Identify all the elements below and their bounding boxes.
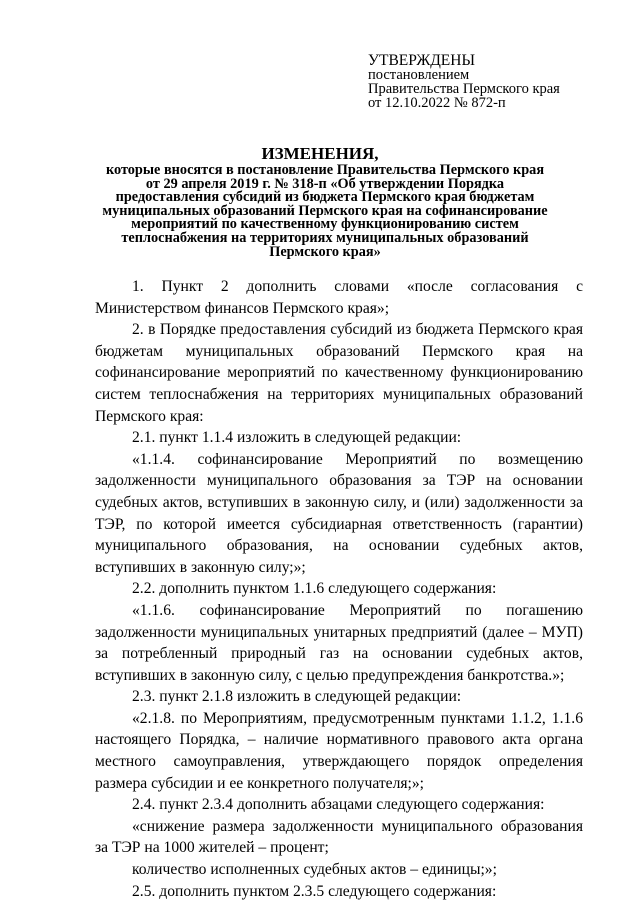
paragraph-quote-1-1-6: «1.1.6. софинансирование Мероприятий по погашению задолженности муниципальных унитарных предприятий (далее – МУП) за потребленный природный газ на основании судебных актов, вступивших в законную силу, с целью предупреждения банкротства.»; — [95, 601, 583, 684]
approval-stamp — [368, 54, 618, 110]
paragraph-quote-debt-reduction: «снижение размера задолженности муниципального образования за ТЭР на 1000 жителей – процент; — [95, 817, 583, 857]
paragraph-quote-court-acts: количество исполненных судебных актов – единицы;»; — [132, 861, 497, 879]
paragraph-item-2-2: 2.2. дополнить пунктом 1.1.6 следующего содержания: — [132, 580, 497, 598]
approval-line: постановлением — [368, 67, 470, 83]
paragraph-item-1: 1. Пункт 2 дополнить словами «после согласования с Министерством финансов Пермского края»; — [95, 278, 583, 317]
paragraph-item-2: 2. в Порядке предоставления субсидий из бюджета Пермского края бюджетам муниципальных образований Пермского края на софинансирование мероприятий по качественному функционированию систем теплоснабжения на территориях муниципальных образований Пермского края: — [95, 321, 583, 425]
approval-heading: УТВЕРЖДЕНЫ — [368, 52, 475, 69]
subtitle-line: предоставления субсидий из бюджета Пермского края бюджетам — [115, 189, 535, 206]
subtitle-line: от 29 апреля 2019 г. № 318-п «Об утверждении Порядка — [145, 175, 505, 192]
paragraph-item-2-5: 2.5. дополнить пунктом 2.3.5 следующего содержания: — [132, 882, 497, 900]
paragraph-item-2-3: 2.3. пункт 2.1.8 изложить в следующей редакции: — [132, 688, 462, 706]
document-body — [95, 276, 583, 902]
subtitle-line: муниципальных образований Пермского края на софинансирование — [102, 202, 548, 219]
paragraph-item-2-1: 2.1. пункт 1.1.4 изложить в следующей редакции: — [132, 429, 462, 447]
paragraph-quote-2-1-8: «2.1.8. по Мероприятиям, предусмотренным пунктами 1.1.2, 1.1.6 настоящего Порядка, – наличие нормативного правового акта органа местного самоуправления, утверждающего порядок определения размера субсидии и ее конкретного получателя;»; — [95, 709, 583, 792]
document-title: ИЗМЕНЕНИЯ, — [261, 144, 379, 163]
approval-line: Правительства Пермского края — [368, 81, 560, 97]
subtitle-line: Пермского края» — [269, 243, 381, 260]
paragraph-item-2-4: 2.4. пункт 2.3.4 дополнить абзацами следующего содержания: — [132, 796, 545, 814]
subtitle-line: мероприятий по качественному функционированию систем — [131, 216, 519, 233]
approval-date-number: от 12.10.2022 № 872-п — [368, 95, 506, 111]
subtitle-line: теплоснабжения на территориях муниципальных образований — [121, 229, 529, 246]
document-subtitle — [88, 164, 562, 259]
paragraph-quote-1-1-4: «1.1.4. софинансирование Мероприятий по возмещению задолженности муниципального образования за ТЭР на основании судебных актов, вступивших в законную силу, и (или) задолженности за ТЭР, по которой имеется субсидиарная ответственность (гарантии) муниципального образования, на основании судебных актов, вступивших в законную силу;»; — [95, 450, 583, 576]
subtitle-line: которые вносятся в постановление Правительства Пермского края — [105, 162, 545, 178]
